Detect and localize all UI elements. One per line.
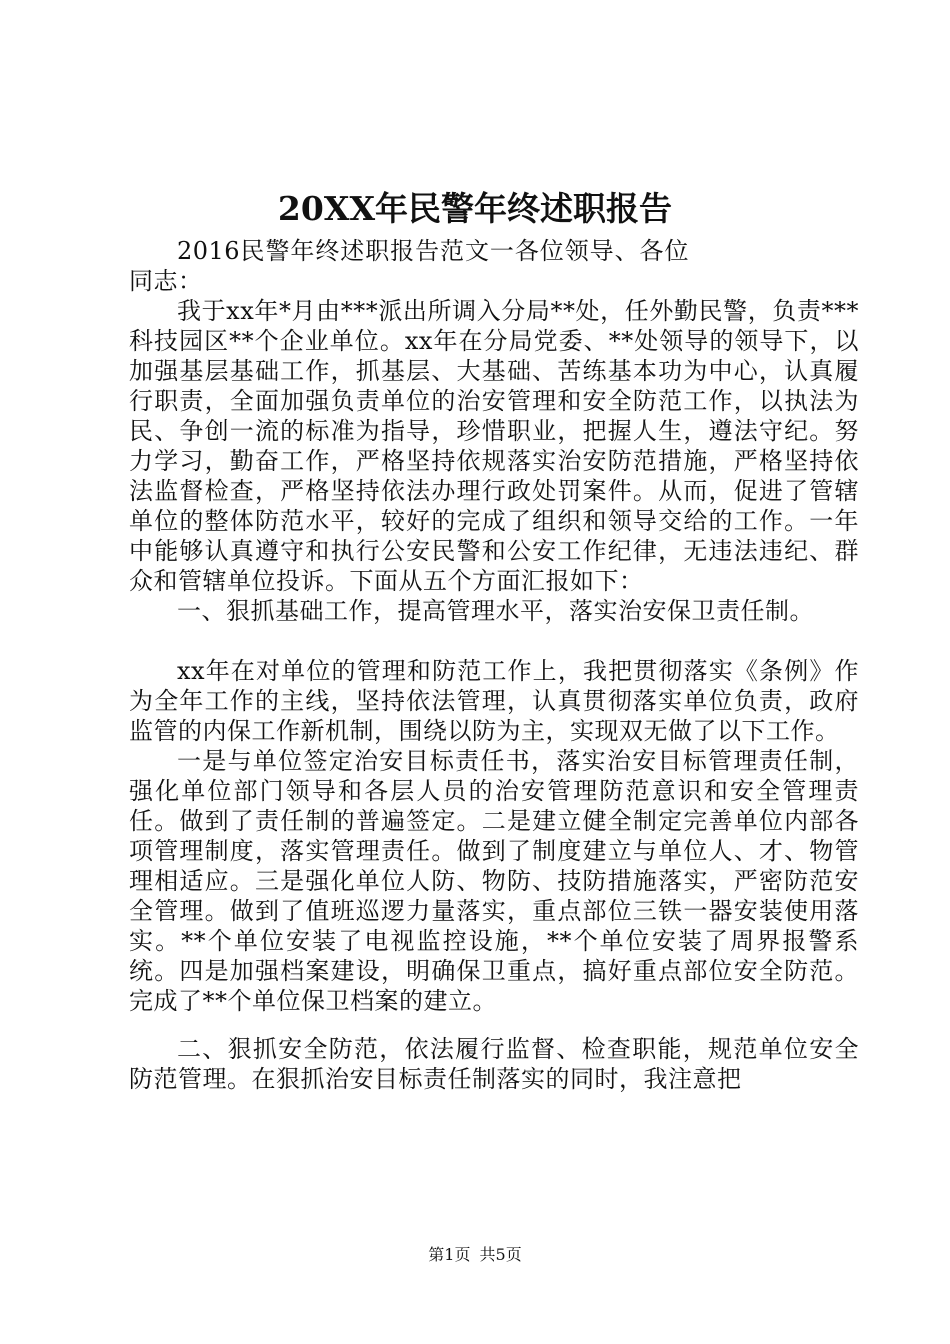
document-body <box>129 236 859 1094</box>
body-paragraph-4: 二、狠抓安全防范，依法履行监督、检查职能，规范单位安全防范管理。在狠抓治安目标责任制落实的同时，我注意把 <box>129 1035 859 1093</box>
body-paragraph-3: 一是与单位签定治安目标责任书，落实治安目标管理责任制，强化单位部门领导和各层人员的治安管理防范意识和安全管理责任。做到了责任制的普遍签定。二是建立健全制定完善单位内部各项管理制度，落实管理责任。做到了制度建立与单位人、才、物管理相适应。三是强化单位人防、物防、技防措施落实，严密防范安全管理。做到了值班巡逻力量落实，重点部位三铁一器安装使用落实。**个单位安装了电视监控设施，**个单位安装了周界报警系统。四是加强档案建设，明确保卫重点，搞好重点部位安全防范。完成了**个单位保卫档案的建立。 <box>129 747 859 1015</box>
page-total: 共5页 <box>479 1245 522 1264</box>
body-paragraph-2: xx年在对单位的管理和防范工作上，我把贯彻落实《条例》作为全年工作的主线，坚持依法管理，认真贯彻落实单位负责，政府监管的内保工作新机制，围绕以防为主，实现双无做了以下工作。 <box>129 657 859 745</box>
document-title: 20XX年民警年终述职报告 <box>277 189 673 228</box>
body-paragraph-1: 我于xx年*月由***派出所调入分局**处，任外勤民警，负责***科技园区**个企业单位。xx年在分局党委、**处领导的领导下，以加强基层基础工作，抓基层、大基础、苦练基本功为中心，认真履行职责，全面加强负责单位的治安管理和安全防范工作，以执法为民、争创一流的标准为指导，珍惜职业，把握人生，遵法守纪。努力学习，勤奋工作，严格坚持依规落实治安防范措施，严格坚持依法监督检查，严格坚持依法办理行政处罚案件。从而，促进了管辖单位的整体防范水平，较好的完成了组织和领导交给的工作。一年中能够认真遵守和执行公安民警和公安工作纪律，无违法违纪、群众和管辖单位投诉。下面从五个方面汇报如下： <box>129 297 859 595</box>
intro-paragraph: 2016民警年终述职报告范文一各位领导、各位同志： <box>129 237 689 295</box>
page-footer <box>0 1244 950 1266</box>
section-heading-1: 一、狠抓基础工作，提高管理水平，落实治安保卫责任制。 <box>177 597 814 625</box>
page-number: 第1页 <box>428 1245 471 1264</box>
